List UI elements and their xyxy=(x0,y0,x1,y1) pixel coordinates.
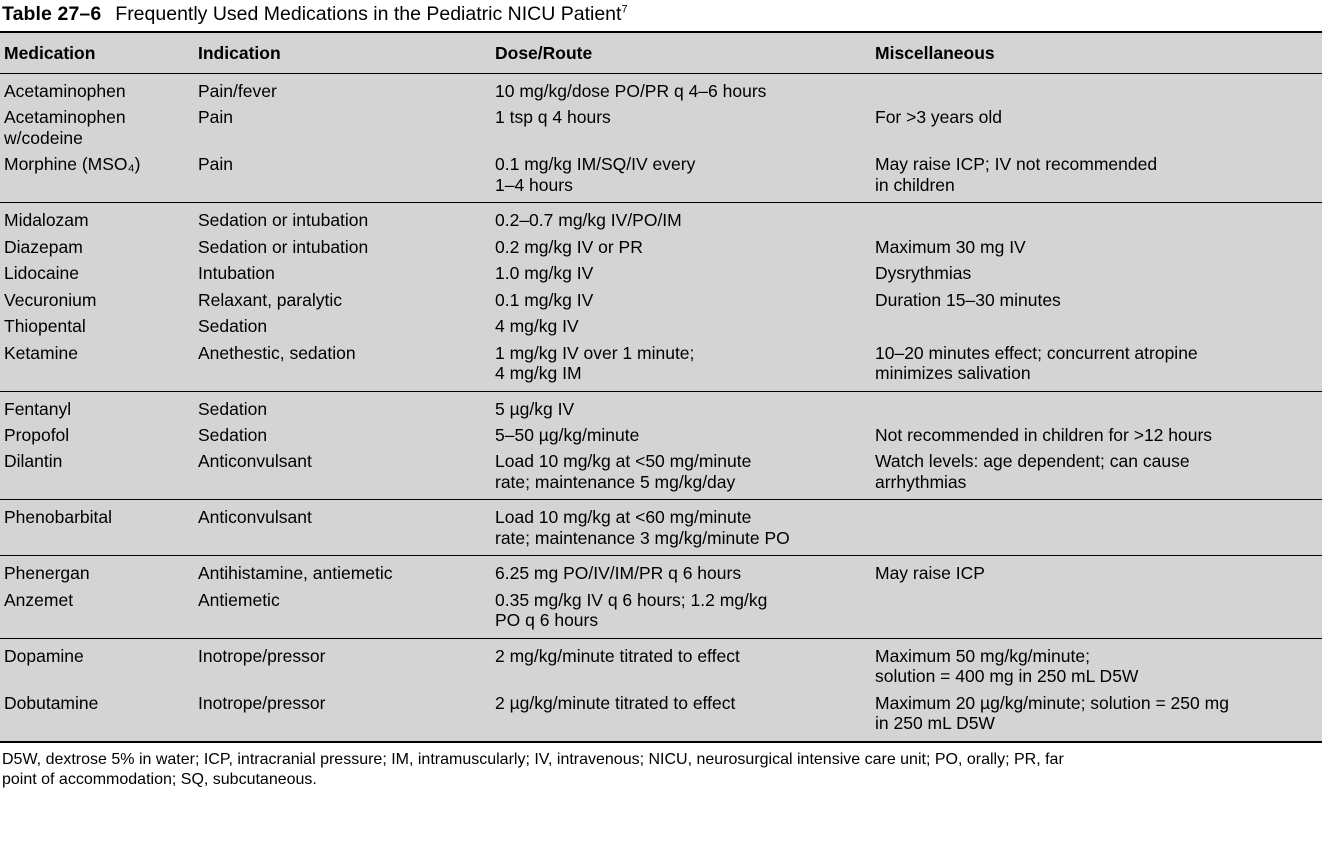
cell-miscellaneous: Maximum 20 µg/kg/minute; solution = 250 mg in 250 mL D5W xyxy=(875,692,1229,734)
cell-dose-route: Load 10 mg/kg at <60 mg/minute rate; maintenance 3 mg/kg/minute PO xyxy=(491,500,871,556)
cell-dose-route: Load 10 mg/kg at <50 mg/minute rate; maintenance 5 mg/kg/day xyxy=(495,451,752,492)
table-row xyxy=(0,422,1322,448)
cell-miscellaneous: May raise ICP xyxy=(871,556,1322,587)
table-header-row xyxy=(0,33,1322,73)
cell-indication: Sedation or intubation xyxy=(194,203,491,234)
cell-medication: Phenergan xyxy=(0,556,194,587)
column-header-dose-route: Dose/Route xyxy=(491,33,871,73)
cell-indication: Pain/fever xyxy=(198,80,277,101)
footnote-line-1: D5W, dextrose 5% in water; ICP, intracranial pressure; IM, intramuscularly; IV, intravenous; NICU, neurosurgical intensive care unit; PO, orally; PR, far xyxy=(2,750,1064,768)
cell-dose-route: 0.2 mg/kg IV or PR xyxy=(495,236,643,257)
cell-dose-route: 6.25 mg PO/IV/IM/PR q 6 hours xyxy=(491,556,871,587)
column-header-miscellaneous: Miscellaneous xyxy=(871,33,1322,73)
cell-dose-route: 10 mg/kg/dose PO/PR q 4–6 hours xyxy=(495,80,767,101)
cell-medication: Vecuronium xyxy=(4,289,97,310)
cell-indication: Antiemetic xyxy=(198,589,280,610)
table-row xyxy=(0,313,1322,339)
cell-medication: Thiopental xyxy=(4,316,86,337)
cell-indication: Pain xyxy=(198,107,234,128)
cell-dose-route: 4 mg/kg IV xyxy=(495,316,579,337)
cell-indication: Relaxant, paralytic xyxy=(198,289,342,310)
cell-miscellaneous: Not recommended in children for >12 hours xyxy=(875,424,1213,445)
cell-medication: Morphine (MSO₄) xyxy=(4,154,141,175)
cell-miscellaneous xyxy=(871,587,1322,638)
cell-indication: Anticonvulsant xyxy=(194,500,491,556)
cell-indication: Pain xyxy=(198,154,234,175)
cell-dose-route: 1 tsp q 4 hours xyxy=(495,107,611,128)
table-row xyxy=(0,587,1322,638)
table-row xyxy=(0,203,1322,234)
cell-miscellaneous: May raise ICP; IV not recommended in children xyxy=(875,154,1158,195)
footnote-line-2: point of accommodation; SQ, subcutaneous. xyxy=(2,771,317,789)
cell-indication: Inotrope/pressor xyxy=(194,638,491,689)
cell-medication: Ketamine xyxy=(4,342,78,363)
column-header-indication: Indication xyxy=(194,33,491,73)
table-row xyxy=(0,638,1322,689)
cell-dose-route: 2 mg/kg/minute titrated to effect xyxy=(491,638,871,689)
cell-miscellaneous xyxy=(871,500,1322,556)
cell-indication: Intubation xyxy=(198,263,275,284)
cell-miscellaneous: Dysrythmias xyxy=(875,263,972,284)
caption-footnote-marker: 7 xyxy=(621,3,628,16)
cell-miscellaneous: Watch levels: age dependent; can cause arrhythmias xyxy=(875,451,1190,492)
cell-medication: Dobutamine xyxy=(4,692,99,713)
cell-medication: Fentanyl xyxy=(0,391,194,422)
table-row xyxy=(0,73,1322,104)
cell-dose-route: 5–50 µg/kg/minute xyxy=(495,424,640,445)
table-row xyxy=(0,151,1322,202)
medications-table xyxy=(0,33,1322,740)
cell-indication: Sedation xyxy=(194,391,491,422)
medications-table-container xyxy=(0,31,1322,742)
cell-dose-route: 2 µg/kg/minute titrated to effect xyxy=(495,692,736,713)
table-row xyxy=(0,234,1322,260)
table-row xyxy=(0,556,1322,587)
table-row xyxy=(0,260,1322,286)
table-row xyxy=(0,287,1322,313)
table-row xyxy=(0,500,1322,556)
cell-miscellaneous: Duration 15–30 minutes xyxy=(875,289,1061,310)
cell-miscellaneous xyxy=(871,73,1322,104)
cell-dose-route: 0.35 mg/kg IV q 6 hours; 1.2 mg/kg PO q 6 hours xyxy=(495,589,768,631)
cell-medication: Diazepam xyxy=(4,236,83,257)
table-row xyxy=(0,690,1322,741)
cell-indication: Inotrope/pressor xyxy=(198,692,326,713)
table-row xyxy=(0,104,1322,151)
cell-miscellaneous: Maximum 30 mg IV xyxy=(875,236,1026,257)
table-body xyxy=(0,73,1322,740)
column-header-medication: Medication xyxy=(0,33,194,73)
table-caption xyxy=(0,0,1322,31)
table-header xyxy=(0,33,1322,73)
cell-medication: Dopamine xyxy=(0,638,194,689)
cell-dose-route: 0.1 mg/kg IM/SQ/IV every 1–4 hours xyxy=(495,154,696,195)
table-number: Table 27–6 xyxy=(2,3,102,25)
cell-indication: Anethestic, sedation xyxy=(198,342,356,363)
table-footnote xyxy=(0,743,1322,791)
cell-indication: Sedation xyxy=(198,424,268,445)
cell-medication: Anzemet xyxy=(4,589,74,610)
table-row xyxy=(0,340,1322,391)
cell-miscellaneous: 10–20 minutes effect; concurrent atropine minimizes salivation xyxy=(875,342,1198,384)
cell-medication: Midalozam xyxy=(0,203,194,234)
cell-dose-route: 1.0 mg/kg IV xyxy=(495,263,594,284)
table-title: Frequently Used Medications in the Pediatric NICU Patient xyxy=(115,3,622,25)
cell-dose-route: 5 µg/kg IV xyxy=(491,391,871,422)
cell-miscellaneous: For >3 years old xyxy=(875,107,1002,128)
cell-miscellaneous xyxy=(871,313,1322,339)
cell-dose-route: 1 mg/kg IV over 1 minute; 4 mg/kg IM xyxy=(495,342,695,384)
cell-miscellaneous xyxy=(871,391,1322,422)
table-row xyxy=(0,391,1322,422)
cell-miscellaneous xyxy=(871,203,1322,234)
cell-medication: Phenobarbital xyxy=(0,500,194,556)
cell-medication: Lidocaine xyxy=(4,263,79,284)
cell-medication: Propofol xyxy=(4,424,70,445)
cell-miscellaneous: Maximum 50 mg/kg/minute; solution = 400 mg in 250 mL D5W xyxy=(871,638,1322,689)
cell-medication: Dilantin xyxy=(4,451,63,472)
cell-dose-route: 0.1 mg/kg IV xyxy=(495,289,594,310)
cell-medication: Acetaminophen w/codeine xyxy=(4,107,126,148)
cell-medication: Acetaminophen xyxy=(4,80,126,101)
cell-dose-route: 0.2–0.7 mg/kg IV/PO/IM xyxy=(491,203,871,234)
cell-indication: Sedation or intubation xyxy=(198,236,369,257)
cell-indication: Anticonvulsant xyxy=(198,451,312,472)
cell-indication: Sedation xyxy=(198,316,268,337)
table-row xyxy=(0,448,1322,499)
cell-indication: Antihistamine, antiemetic xyxy=(194,556,491,587)
